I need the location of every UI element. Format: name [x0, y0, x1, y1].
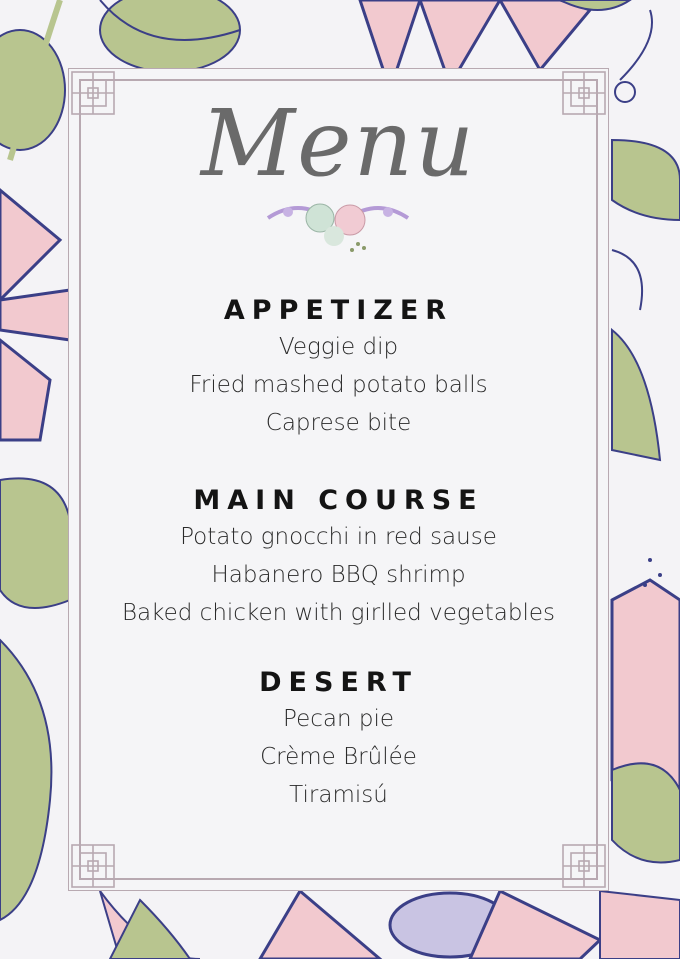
menu-item: Fried mashed potato balls [189, 372, 488, 398]
corner-ornament-bottom-left [72, 845, 114, 887]
menu-item: Tiramisú [289, 782, 388, 808]
succulent-ornament-icon [258, 188, 418, 260]
left-flower-illustration [0, 0, 70, 920]
corner-ornament-bottom-right [563, 845, 605, 887]
menu-list [68, 294, 609, 814]
section-heading: APPETIZER [223, 295, 454, 326]
section-heading: MAIN COURSE [193, 485, 484, 516]
section-appetizer [68, 294, 609, 442]
menu-item: Crème Brûlée [260, 744, 417, 770]
menu-item: Habanero BBQ shrimp [211, 562, 466, 588]
menu-title: Menu [200, 90, 477, 197]
section-heading: DESERT [259, 667, 418, 698]
right-flower-illustration [612, 10, 680, 863]
menu-item: Veggie dip [278, 334, 399, 360]
bottom-flower-illustration [100, 891, 680, 959]
menu-card [68, 68, 609, 891]
section-main-course [68, 484, 609, 632]
menu-item: Pecan pie [283, 706, 394, 732]
menu-item: Baked chicken with girlled vegetables [121, 600, 556, 626]
menu-item: Potato gnocchi in red sause [180, 524, 497, 550]
menu-item: Caprese bite [265, 410, 412, 436]
section-desert [68, 666, 609, 814]
top-left-bud [100, 0, 240, 72]
